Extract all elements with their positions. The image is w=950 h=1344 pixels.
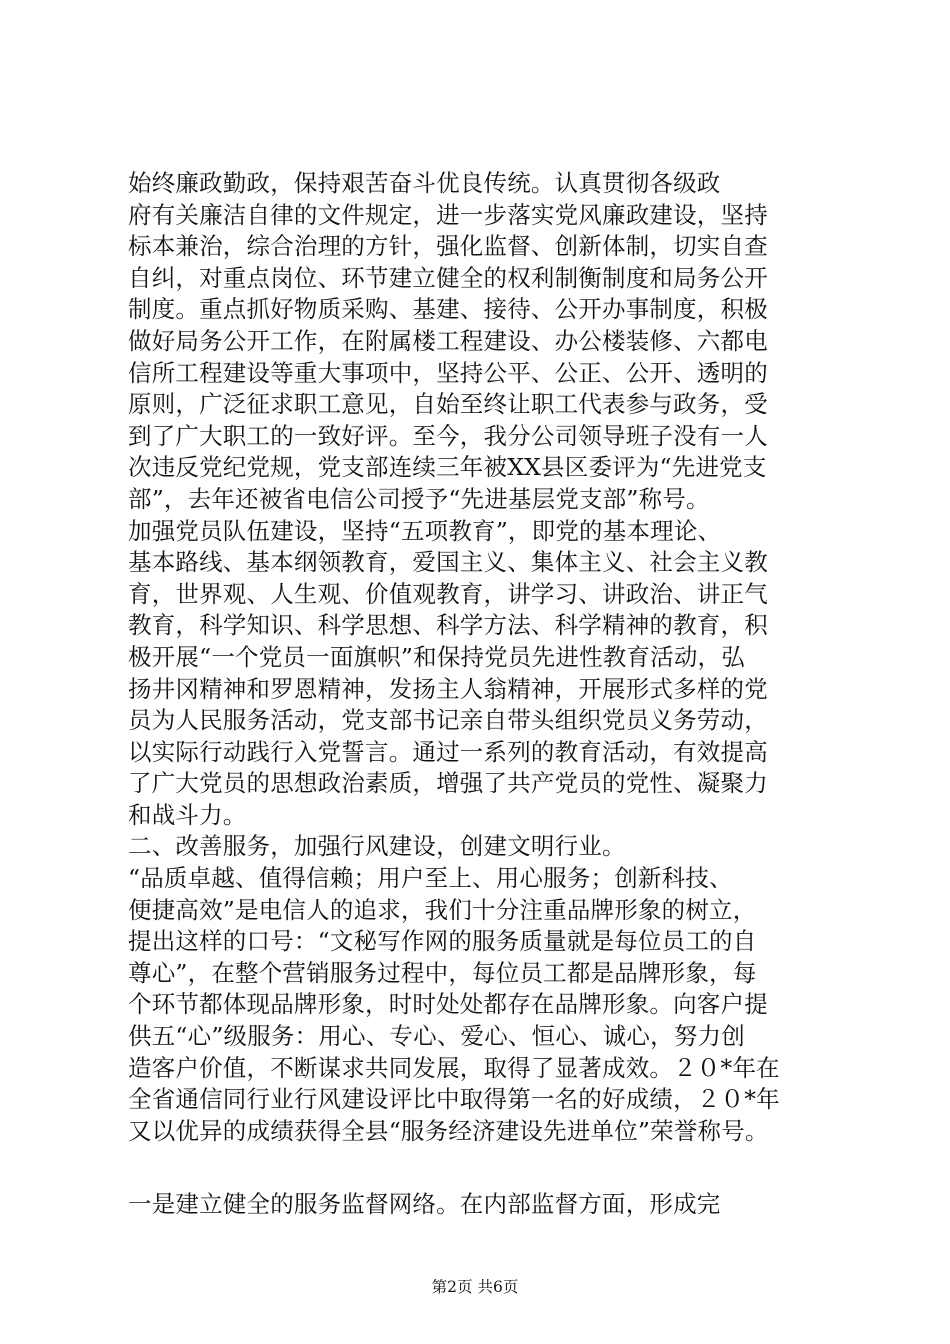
paragraph-integrity	[128, 168, 840, 516]
document-body	[128, 168, 840, 1221]
paragraph-gap	[128, 1147, 840, 1189]
text-line: 次违反党纪党规，党支部连续三年被XX县区委评为“先进党支	[128, 453, 767, 482]
text-line: 便捷高效”是电信人的追求，我们十分注重品牌形象的树立，	[128, 895, 757, 924]
text-line: 个环节都体现品牌形象，时时处处都存在品牌形象。向客户提	[128, 990, 768, 1019]
text-line: “品质卓越、值得信赖；用户至上、用心服务；创新科技、	[128, 864, 733, 893]
section-heading: 二、改善服务，加强行风建设，创建文明行业。	[128, 832, 626, 861]
text-line: 加强党员队伍建设，坚持“五项教育”，即党的基本理论、	[128, 516, 722, 545]
text-line: 极开展“一个党员一面旗帜”和保持党员先进性教育活动，弘	[128, 642, 745, 671]
text-line: 到了广大职工的一致好评。至今，我分公司领导班子没有一人	[128, 421, 768, 450]
text-line: 扬井冈精神和罗恩精神，发扬主人翁精神，开展形式多样的党	[128, 674, 768, 703]
text-line: 原则，广泛征求职工意见，自始至终让职工代表参与政务，受	[128, 390, 768, 419]
text-line: 以实际行动践行入党誓言。通过一系列的教育活动，有效提高	[128, 737, 768, 766]
text-line: 和战斗力。	[128, 800, 247, 829]
text-line: 府有关廉洁自律的文件规定，进一步落实党风廉政建设，坚持	[128, 200, 768, 229]
text-line: 一是建立健全的服务监督网络。在内部监督方面，形成完	[128, 1190, 721, 1219]
text-line: 全省通信同行业行风建设评比中取得第一名的好成绩，２０*年	[128, 1085, 780, 1114]
text-line: 信所工程建设等重大事项中，坚持公平、公正、公开、透明的	[128, 358, 768, 387]
text-line: 部”，去年还被省电信公司授予“先进基层党支部”称号。	[128, 484, 710, 513]
text-line: 标本兼治，综合治理的方针，强化监督、创新体制，切实自查	[128, 232, 768, 261]
text-line: 制度。重点抓好物质采购、基建、接待、公开办事制度，积极	[128, 295, 768, 324]
text-line: 育，世界观、人生观、价值观教育，讲学习、讲政治、讲正气	[128, 579, 768, 608]
paragraph-supervision	[128, 1189, 840, 1221]
text-line: 员为人民服务活动，党支部书记亲自带头组织党员义务劳动，	[128, 706, 768, 735]
text-line: 始终廉政勤政，保持艰苦奋斗优良传统。认真贯彻各级政	[128, 169, 721, 197]
paragraph-service-brand	[128, 863, 840, 1147]
paragraph-party-education	[128, 516, 840, 832]
text-line: 又以优异的成绩获得全县“服务经济建设先进单位”荣誉称号。	[128, 1116, 769, 1145]
text-line: 做好局务公开工作，在附属楼工程建设、办公楼装修、六都电	[128, 326, 768, 355]
text-line: 造客户价值，不断谋求共同发展，取得了显著成效。２０*年在	[128, 1053, 780, 1082]
text-line: 提出这样的口号：“文秘写作网的服务质量就是每位员工的自	[128, 927, 757, 956]
text-line: 自纠，对重点岗位、环节建立健全的权利制衡制度和局务公开	[128, 263, 768, 292]
text-line: 供五“心”级服务：用心、专心、爱心、恒心、诚心，努力创	[128, 1022, 745, 1051]
text-line: 了广大党员的思想政治素质，增强了共产党员的党性、凝聚力	[128, 769, 768, 798]
page-footer: 第2页 共6页	[431, 1278, 519, 1296]
text-line: 教育，科学知识、科学思想、科学方法、科学精神的教育，积	[128, 611, 768, 640]
text-line: 基本路线、基本纲领教育，爱国主义、集体主义、社会主义教	[128, 548, 768, 577]
text-line: 尊心”，在整个营销服务过程中，每位员工都是品牌形象，每	[128, 958, 757, 987]
